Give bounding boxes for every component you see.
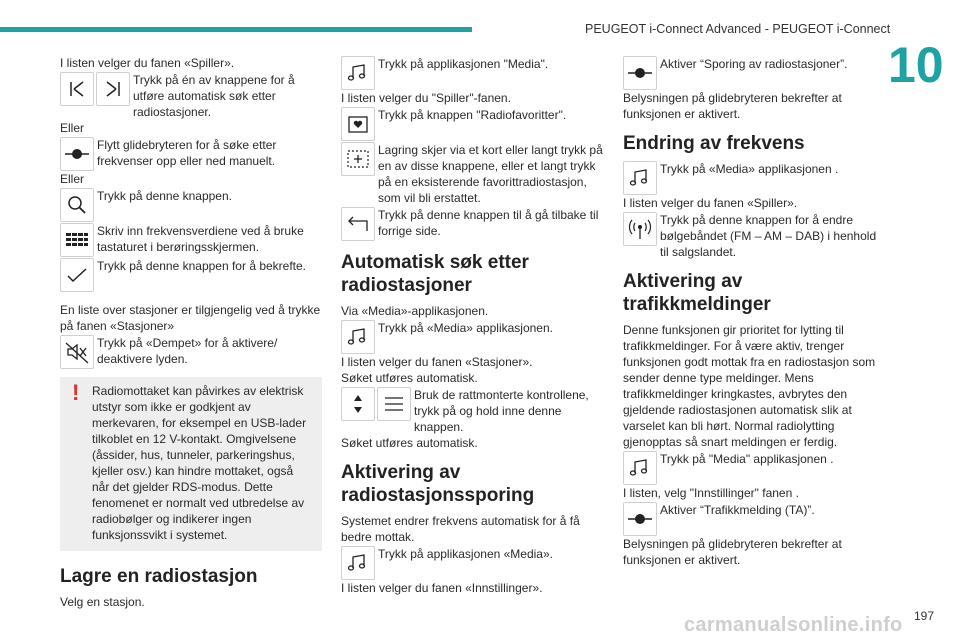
- instruction: [341, 142, 603, 206]
- instruction-text: Aktiver “Trafikkmelding (TA)”.: [660, 503, 815, 517]
- instruction-text: Trykk på «Media» applikasjonen.: [378, 321, 553, 335]
- instruction: [341, 56, 603, 90]
- slider-icon: [623, 502, 657, 536]
- paragraph: En liste over stasjoner er tilgjengelig ved å trykke på fanen «Stasjoner»: [60, 303, 321, 333]
- instruction: [60, 137, 322, 171]
- radio-antenna-icon: [623, 212, 657, 246]
- instruction: [60, 223, 322, 257]
- header-accent-bar: [0, 27, 472, 32]
- instruction-text: Trykk på "Media" applikasjonen .: [660, 452, 834, 466]
- instruction: [623, 451, 885, 485]
- instruction: [60, 188, 322, 222]
- instruction: [623, 502, 885, 536]
- chapter-number: 10: [888, 37, 944, 93]
- slider-icon: [623, 56, 657, 90]
- instruction-text: Trykk på knappen "Radiofavoritter".: [378, 108, 567, 122]
- instruction: [60, 335, 322, 369]
- instruction: [341, 387, 603, 435]
- paragraph: I listen velger du "Spiller"-fanen.: [341, 91, 511, 105]
- instruction: [60, 258, 322, 292]
- paragraph: I listen, velg "Innstillinger" fanen .: [623, 486, 799, 500]
- instruction-text: Lagring skjer via et kort eller langt trykk på en av disse knappene, eller et langt trykk på en eksisterende favorittradiostasjon, som vil bli erstattet.: [378, 143, 603, 205]
- instruction-text: Trykk på denne knappen for å bekrefte.: [97, 259, 307, 273]
- search-icon: [60, 188, 94, 222]
- instruction-text: Trykk på denne knappen til å gå tilbake til forrige side.: [378, 208, 599, 238]
- next-station-icon: [96, 72, 130, 106]
- instruction-text: Aktiver “Sporing av radiostasjoner”.: [660, 57, 848, 71]
- or-label: Eller: [60, 172, 85, 186]
- radio-favorites-icon: [341, 107, 375, 141]
- instruction-text: Bruk de rattmonterte kontrollene, trykk på og hold inne denne knappen.: [414, 388, 589, 434]
- keyboard-icon: [60, 223, 94, 257]
- paragraph: I listen velger du fanen «Spiller».: [60, 56, 235, 70]
- warning-box: [60, 377, 322, 551]
- instruction-text: Trykk på applikasjonen «Media».: [378, 547, 553, 561]
- instruction-text: Trykk på én av knappene for å utføre automatisk søk etter radiostasjoner.: [133, 73, 295, 119]
- paragraph: Velg en stasjon.: [60, 595, 145, 609]
- music-note-icon: [341, 546, 375, 580]
- instruction-text: Trykk på «Media» applikasjonen .: [660, 162, 839, 176]
- instruction-text: Skriv inn frekvensverdiene ved å bruke tastaturet i berøringsskjermen.: [97, 224, 304, 254]
- warning-text: Radiomottaket kan påvirkes av elektrisk utstyr som ikke er godkjent av merkevaren, for eksempel en USB-lader tilkoblet en 12 V-kontakt. Omgivelsene (åssider, hus, tunneler, parkeringshus, kjeller osv.) kan hindre mottaket, også når det gjelder RDS-modus. Dette fenomenet er normalt ved utbredelse av radiobølger og indikerer ingen funksjonssvikt i systemet.: [92, 384, 307, 542]
- section-heading: Aktivering av radiostasjonssporing: [341, 462, 535, 506]
- paragraph: Via «Media»-applikasjonen.: [341, 304, 489, 318]
- music-note-icon: [341, 320, 375, 354]
- column-3: [623, 55, 885, 568]
- up-down-arrows-icon: [341, 387, 375, 421]
- paragraph: Søket utføres automatisk.: [341, 436, 478, 450]
- column-2: [341, 55, 603, 596]
- instruction: [623, 161, 885, 195]
- section-heading: Aktivering av trafikkmeldinger: [623, 271, 771, 315]
- paragraph: Systemet endrer frekvens automatisk for å få bedre mottak.: [341, 514, 580, 544]
- instruction-text: Trykk på applikasjonen "Media".: [378, 57, 549, 71]
- page-number: 197: [914, 609, 935, 623]
- music-note-icon: [341, 56, 375, 90]
- section-heading: Lagre en radiostasjon: [60, 566, 258, 587]
- music-note-icon: [623, 161, 657, 195]
- paragraph: Søket utføres automatisk.: [341, 371, 478, 385]
- paragraph: Belysningen på glidebryteren bekrefter at funksjonen er aktivert.: [623, 537, 842, 567]
- instruction: [341, 320, 603, 354]
- back-icon: [341, 207, 375, 241]
- section-heading: Automatisk søk etter radiostasjoner: [341, 252, 529, 296]
- page-header-title: PEUGEOT i-Connect Advanced - PEUGEOT i-Connect: [585, 22, 891, 36]
- instruction: [341, 207, 603, 241]
- slider-icon: [60, 137, 94, 171]
- music-note-icon: [623, 451, 657, 485]
- watermark: carmanualsonline.info: [684, 614, 903, 636]
- instruction-text: Trykk på denne knappen.: [97, 189, 232, 203]
- paragraph: I listen velger du fanen «Innstillinger».: [341, 581, 543, 595]
- or-label: Eller: [60, 121, 85, 135]
- paragraph: Belysningen på glidebryteren bekrefter at funksjonen er aktivert.: [623, 91, 842, 121]
- list-icon: [377, 387, 411, 421]
- instruction: [60, 72, 322, 120]
- instruction: [623, 56, 885, 90]
- instruction: [341, 107, 603, 141]
- mute-icon: [60, 335, 94, 369]
- checkmark-icon: [60, 258, 94, 292]
- instruction-text: Flytt glidebryteren for å søke etter frekvenser opp eller ned manuelt.: [97, 138, 277, 168]
- paragraph: I listen velger du fanen «Spiller».: [623, 196, 798, 210]
- instruction: [623, 212, 885, 260]
- add-preset-icon: [341, 142, 375, 176]
- paragraph: Denne funksjonen gir prioritet for lytting til trafikkmeldinger. For å være aktiv, trenger funksjonen godt mottak fra en radiostasjon som sender denne type meldinger. Mens trafikkmeldinger kringkastes, avbrytes den gjeldende radiostasjonen automatisk slik at varselet kan bli hørt. Normal radiolytting gjenopptas så snart meldingen er ferdig.: [623, 323, 876, 449]
- paragraph: I listen velger du fanen «Stasjoner».: [341, 355, 533, 369]
- instruction-text: Trykk på denne knappen for å endre bølgebåndet (FM – AM – DAB) i henhold til salgslandet.: [660, 213, 877, 259]
- section-heading: Endring av frekvens: [623, 133, 805, 154]
- instruction: [341, 546, 603, 580]
- previous-station-icon: [60, 72, 94, 106]
- warning-icon: !: [72, 380, 80, 405]
- instruction-text: Trykk på «Dempet» for å aktivere/ deaktivere lyden.: [97, 336, 278, 366]
- column-1: [60, 55, 322, 610]
